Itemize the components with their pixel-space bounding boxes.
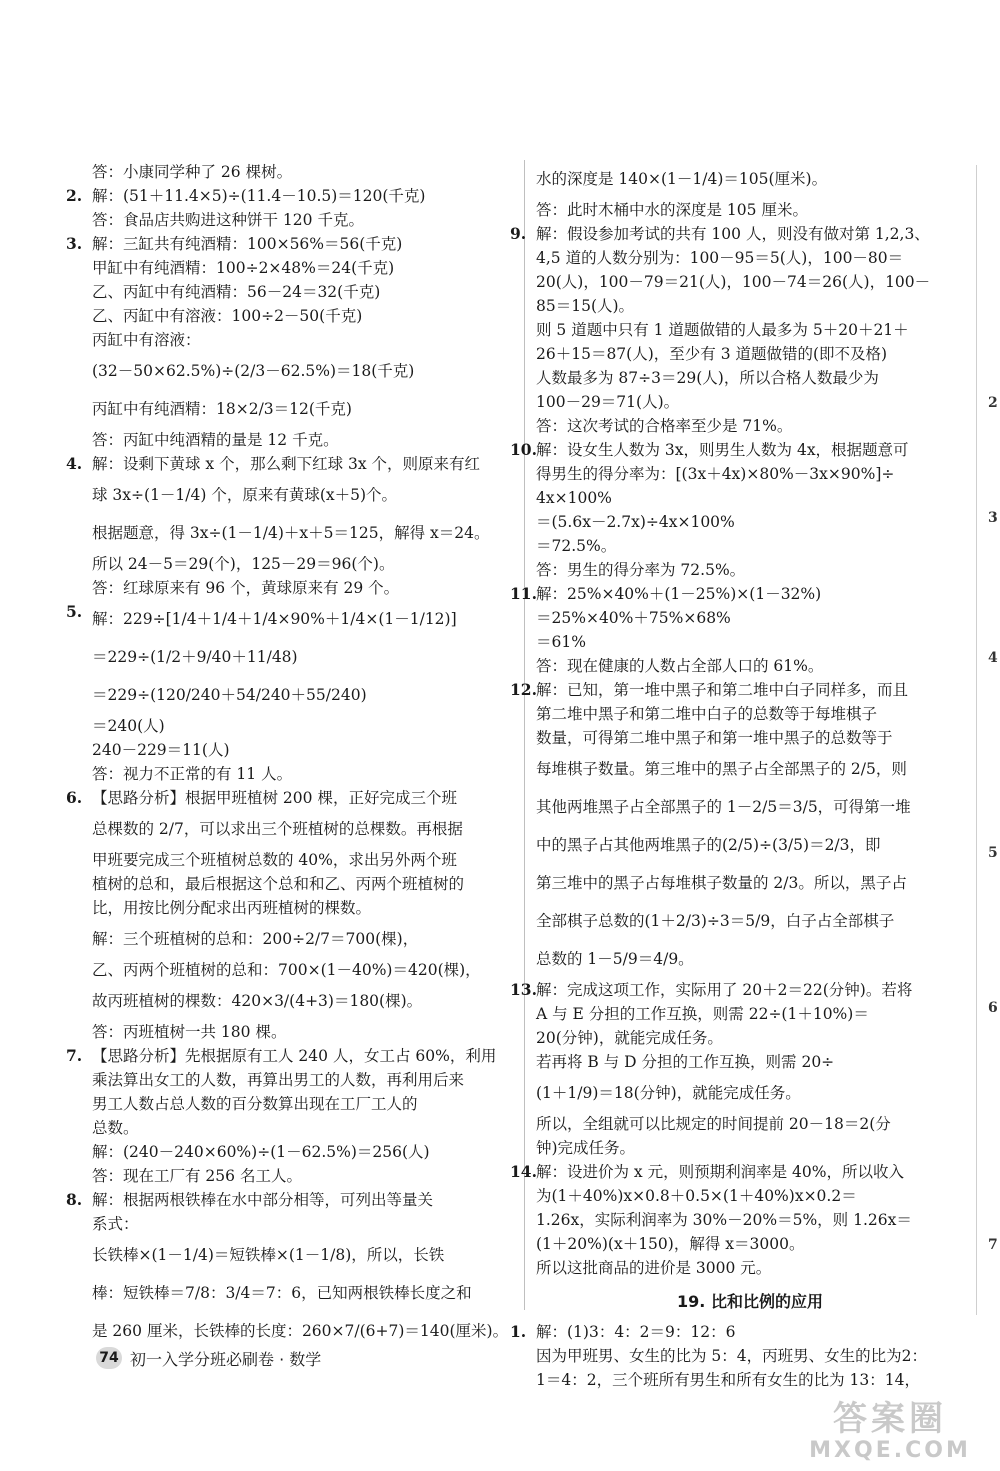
item-number: 6.: [66, 788, 83, 807]
formula-line: ＝229÷(120/240＋54/240＋55/240): [92, 686, 367, 704]
answer-item-12: [510, 678, 964, 978]
answer-line: 解：设进价为 x 元，则预期利润率是 40%，所以收入: [536, 1163, 904, 1181]
edge-digit: 7: [988, 1237, 998, 1253]
item-number: 10.: [510, 440, 537, 459]
edge-digit: 2: [988, 395, 998, 411]
answer-line: 解：25%×40%＋(1－25%)×(1－32%): [536, 585, 822, 603]
answer-line: 甲缸中有纯酒精：100÷2×48%＝24(千克): [92, 259, 395, 277]
item-number: 12.: [510, 680, 537, 699]
answer-line: 因为甲班男、女生的比为 5：4，丙班男、女生的比为2：: [536, 1347, 928, 1365]
answer-line: 甲班要完成三个班植树总数的 40%，求出另外两个班: [92, 851, 457, 869]
formula-line: 球 3x÷(1－1/4) 个，原来有黄球(x＋5)个。: [92, 486, 398, 504]
answer-line: 男工人数占总人数的百分数算出现在工厂工人的: [92, 1095, 418, 1113]
answer-line: 乙、丙缸中有溶液：100÷2－50(千克): [92, 307, 363, 325]
formula-line: 第三堆中的黑子占每堆棋子数量的 2/3。所以，黑子占: [536, 874, 907, 892]
answer-line: A 与 E 分担的工作互换，则需 22÷(1＋10%)＝: [536, 1005, 869, 1023]
answer-line: 解：(51＋11.4×5)÷(11.4－10.5)＝120(千克): [92, 187, 426, 205]
answer-item-1-end: [92, 160, 512, 184]
answer-line: 则 5 道题中只有 1 道题做错的人最多为 5＋20＋21＋: [536, 321, 909, 339]
page-number: 74: [96, 1347, 122, 1369]
answer-line: 乙、丙缸中有纯酒精：56－24＝32(千克): [92, 283, 381, 301]
answer-item-6: [66, 786, 512, 1044]
answer-line: 【思路分析】根据甲班植树 200 棵，正好完成三个班: [92, 789, 457, 807]
answer-line: 26＋15＝87(人)，至少有 3 道题做错的(即不及格): [536, 345, 888, 363]
formula-line: 解：三个班植树的总和：200÷2/7＝700(棵)，: [92, 930, 419, 948]
answer-line: 钟)完成任务。: [536, 1139, 636, 1157]
answer-item-14: [510, 1160, 964, 1280]
answer-line: 解：(240－240×60%)÷(1－62.5%)＝256(人): [92, 1143, 430, 1161]
answer-line: 4,5 道的人数分别为：100－95＝5(人)，100－80＝: [536, 249, 904, 267]
formula-line: 解：229÷[1/4＋1/4＋1/4×90%＋1/4×(1－1/12)]: [92, 610, 457, 628]
answer-line: ＝240(人): [92, 717, 165, 735]
answer-line: 解：三缸共有纯酒精：100×56%＝56(千克): [92, 235, 403, 253]
answer-line: 答：丙班植树一共 180 棵。: [92, 1023, 287, 1041]
edge-digit: 6: [988, 1000, 998, 1016]
answer-line: 答：男生的得分率为 72.5%。: [536, 561, 746, 579]
item-number: 8.: [66, 1190, 83, 1209]
answer-line: 解：假设参加考试的共有 100 人，则没有做对第 1,2,3、: [536, 225, 930, 243]
column-divider: [524, 160, 525, 1310]
answer-line: 20(分钟)，就能完成任务。: [536, 1029, 723, 1047]
item-number: 5.: [66, 602, 83, 621]
answer-line: 答：食品店共购进这种饼干 120 千克。: [92, 211, 364, 229]
answer-line: 1.26x，实际利润率为 30%－20%＝5%，则 1.26x＝: [536, 1211, 912, 1229]
answer-line: 答：此时木桶中水的深度是 105 厘米。: [536, 201, 808, 219]
item-number: 3.: [66, 234, 83, 253]
answer-line: ＝(5.6x－2.7x)÷4x×100%: [536, 513, 735, 531]
answer-line: (1＋20%)(x＋150)，解得 x＝3000。: [536, 1235, 805, 1253]
item-number: 4.: [66, 454, 83, 473]
answer-line: 答：这次考试的合格率至少是 71%。: [536, 417, 793, 435]
item-number: 11.: [510, 584, 537, 603]
book-title: 初一入学分班必刷卷 · 数学: [130, 1349, 322, 1369]
answer-item-7: [66, 1044, 512, 1188]
answer-line: 得男生的得分率为：[(3x＋4x)×80%－3x×90%]÷: [536, 465, 895, 483]
edge-digit: 4: [988, 650, 998, 666]
formula-line: 每堆棋子数量。第三堆中的黑子占全部黑子的 2/5，则: [536, 760, 907, 778]
answer-line: 答：视力不正常的有 11 人。: [92, 765, 293, 783]
answer-line: 解：根据两根铁棒在水中部分相等，可列出等量关: [92, 1191, 434, 1209]
answer-item-8-end: [536, 160, 964, 222]
answer-line: 解：已知，第一堆中黑子和第二堆中白子同样多，而且: [536, 681, 909, 699]
answer-line: 解：设剩下黄球 x 个，那么剩下红球 3x 个，则原来有红: [92, 455, 481, 473]
answer-line: 比，用按比例分配求出丙班植树的棵数。: [92, 899, 372, 917]
formula-line: (32－50×62.5%)÷(2/3－62.5%)＝18(千克): [92, 362, 415, 380]
section-item-1: [510, 1320, 964, 1392]
answer-line: 所以，全组就可以比规定的时间提前 20－18＝2(分: [536, 1115, 891, 1133]
edge-digit: 5: [988, 845, 998, 861]
answer-line: 答：丙缸中纯酒精的量是 12 千克。: [92, 431, 339, 449]
answer-line: ＝72.5%。: [536, 537, 617, 555]
answer-line: 总数。: [92, 1119, 139, 1137]
answer-item-10: [510, 438, 964, 582]
formula-line: 棒：短铁棒＝7/8：3/4＝7：6，已知两根铁棒长度之和: [92, 1284, 472, 1302]
item-number: 9.: [510, 224, 527, 243]
answer-line: 为(1＋40%)x×0.8＋0.5×(1＋40%)x×0.2＝: [536, 1187, 857, 1205]
answer-line: 数量，可得第二堆中黑子和第一堆中黑子的总数等于: [536, 729, 893, 747]
answer-line: 丙缸中有溶液：: [92, 331, 201, 349]
formula-line: 总棵数的 2/7，可以求出三个班植树的总棵数。再根据: [92, 820, 463, 838]
answer-line: 解：(1)3：4：2＝9：12：6: [536, 1323, 736, 1341]
answer-line: 240－229＝11(人): [92, 741, 230, 759]
formula-line: 总数的 1－5/9＝4/9。: [536, 950, 694, 968]
answer-line: 答：现在健康的人数占全部人口的 61%。: [536, 657, 824, 675]
formula-line: 水的深度是 140×(1－1/4)＝105(厘米)。: [536, 170, 828, 188]
watermark-top: 答案圈: [833, 1399, 947, 1439]
answer-item-3: [66, 232, 512, 452]
right-margin-rule: [976, 165, 977, 1315]
answer-item-8: [66, 1188, 512, 1350]
answer-item-2: [66, 184, 512, 232]
answer-line: 答：小康同学种了 26 棵树。: [92, 163, 293, 181]
answer-line: ＝25%×40%＋75%×68%: [536, 609, 731, 627]
formula-line: 其他两堆黑子占全部黑子的 1－2/5＝3/5，可得第一堆: [536, 798, 911, 816]
answer-line: 解：完成这项工作，实际用了 20＋2＝22(分钟)。若将: [536, 981, 913, 999]
item-number: 1.: [510, 1322, 527, 1341]
right-column: [510, 160, 964, 1392]
answer-item-5: [66, 600, 512, 786]
answer-line: 所以这批商品的进价是 3000 元。: [536, 1259, 772, 1277]
answer-line: 100－29＝71(人)。: [536, 393, 680, 411]
watermark-bottom: MXQE.COM: [809, 1438, 971, 1463]
answer-line: 20(人)，100－79＝21(人)，100－74＝26(人)，100－: [536, 273, 931, 291]
section-title: 19. 比和比例的应用: [677, 1292, 823, 1311]
answer-line: 答：红球原来有 96 个，黄球原来有 29 个。: [92, 579, 400, 597]
answer-item-13: [510, 978, 964, 1160]
answer-line: 所以 24－5＝29(个)，125－29＝96(个)。: [92, 555, 395, 573]
answer-item-11: [510, 582, 964, 678]
answer-line: 乘法算出女工的人数，再算出男工的人数，再利用后来: [92, 1071, 465, 1089]
answer-line: 1＝4：2，三个班所有男生和所有女生的比为 13：14，: [536, 1371, 920, 1389]
answer-line: 若再将 B 与 D 分担的工作互换，则需 20÷: [536, 1053, 835, 1071]
watermark-logo: [785, 1400, 995, 1466]
answer-item-9: [510, 222, 964, 438]
item-number: 2.: [66, 186, 83, 205]
formula-line: (1＋1/9)＝18(分钟)，就能完成任务。: [536, 1084, 801, 1102]
answer-line: 4x×100%: [536, 489, 612, 507]
answer-line: 人数最多为 87÷3＝29(人)，所以合格人数最少为: [536, 369, 879, 387]
item-number: 13.: [510, 980, 537, 999]
left-column: [66, 160, 512, 1350]
answer-line: 答：现在工厂有 256 名工人。: [92, 1167, 302, 1185]
formula-line: 故丙班植树的棵数：420×3/(4+3)＝180(棵)。: [92, 992, 423, 1010]
edge-digit: 3: [988, 510, 998, 526]
answer-line: ＝61%: [536, 633, 586, 651]
formula-line: 长铁棒×(1－1/4)＝短铁棒×(1－1/8)，所以，长铁: [92, 1246, 445, 1264]
answer-line: 植树的总和，最后根据这个总和和乙、丙两个班植树的: [92, 875, 465, 893]
item-number: 14.: [510, 1162, 537, 1181]
answer-item-4: [66, 452, 512, 600]
formula-line: ＝229÷(1/2＋9/40＋11/48): [92, 648, 298, 666]
answer-line: 【思路分析】先根据原有工人 240 人，女工占 60%，利用: [92, 1047, 497, 1065]
formula-line: 丙缸中有纯酒精：18×2/3＝12(千克): [92, 400, 352, 418]
formula-line: 根据题意，得 3x÷(1－1/4)＋x＋5＝125，解得 x＝24。: [92, 524, 490, 542]
item-number: 7.: [66, 1046, 83, 1065]
formula-line: 中的黑子占其他两堆黑子的(2/5)÷(3/5)＝2/3，即: [536, 836, 881, 854]
answer-line: 85＝15(人)。: [536, 297, 635, 315]
answer-line: 系式：: [92, 1215, 139, 1233]
answer-line: 第二堆中黑子和第二堆中白子的总数等于每堆棋子: [536, 705, 878, 723]
answer-line: 解：设女生人数为 3x，则男生人数为 4x，根据题意可: [536, 441, 909, 459]
answer-line: 乙、丙两个班植树的总和：700×(1－40%)＝420(棵)，: [92, 961, 481, 979]
page-footer: [96, 1344, 321, 1372]
formula-line: 是 260 厘米，长铁棒的长度：260×7/(6+7)＝140(厘米)。: [92, 1322, 509, 1340]
formula-line: 全部棋子总数的(1＋2/3)÷3＝5/9，白子占全部棋子: [536, 912, 895, 930]
